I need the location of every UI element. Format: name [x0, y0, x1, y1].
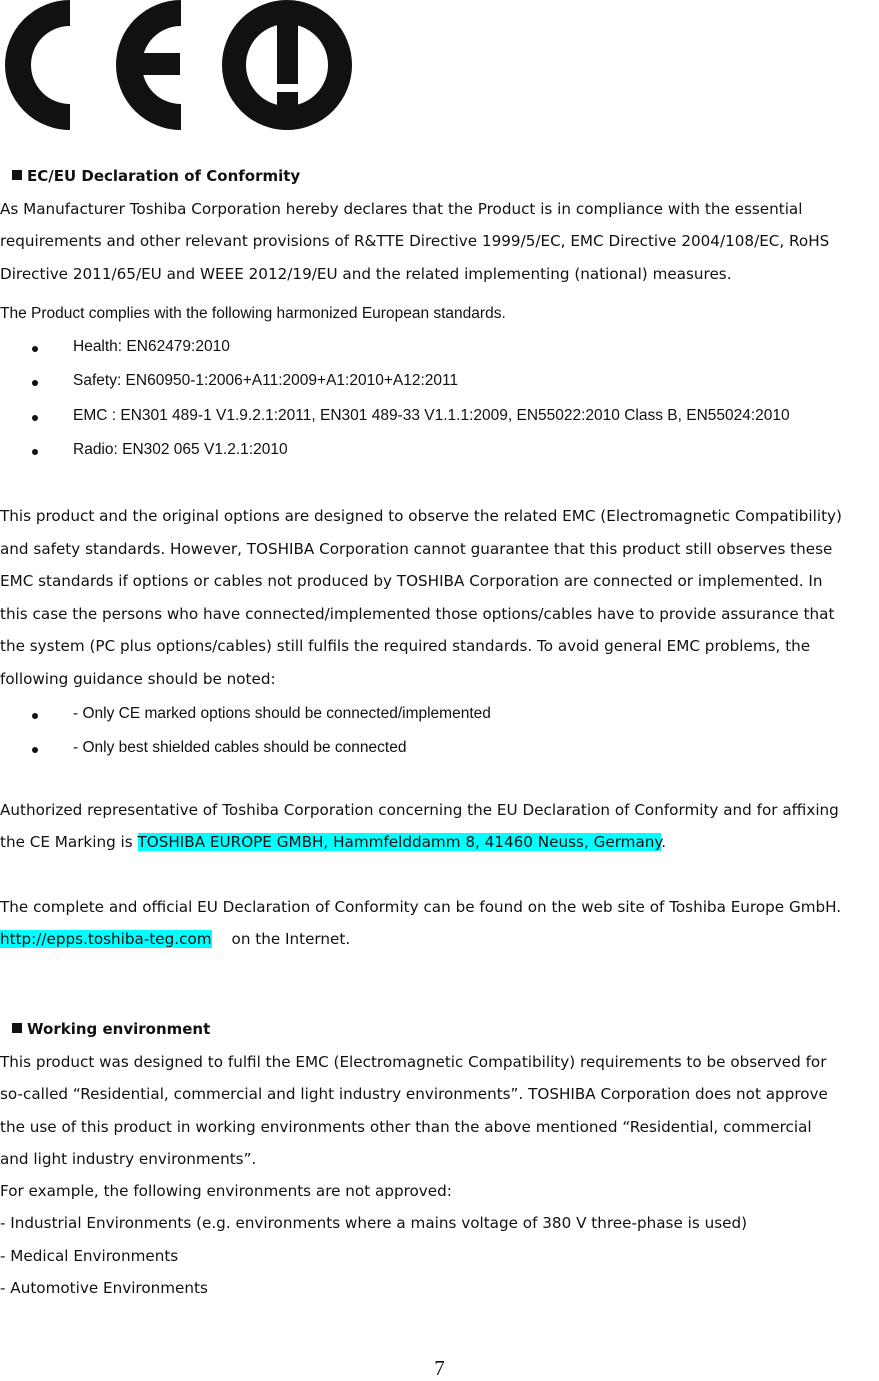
- representative-paragraph: [0, 794, 839, 859]
- text-line: the system (PC plus options/cables) still fulfils the required standards. To avoid general EMC problems, the: [0, 637, 811, 655]
- text-line: As Manufacturer Toshiba Corporation hereby declares that the Product is in compliance with the essential: [0, 200, 803, 218]
- text-segment: the CE Marking is: [0, 833, 138, 852]
- text-line: For example, the following environments are not approved:: [0, 1182, 452, 1201]
- text-line: EMC standards if options or cables not produced by TOSHIBA Corporation are connected or implemented. In: [0, 572, 823, 590]
- text-line: The complete and official EU Declaration of Conformity can be found on the web site of Toshiba Europe GmbH.: [0, 898, 842, 916]
- text-line: Authorized representative of Toshiba Corporation concerning the EU Declaration of Conformity and for affixing: [0, 801, 839, 819]
- working-heading: Working environment: [12, 1020, 210, 1038]
- text-line: so-called “Residential, commercial and light industry environments”. TOSHIBA Corporation does not approve: [0, 1085, 828, 1104]
- text-line: following guidance should be noted:: [0, 669, 276, 688]
- text-line: Directive 2011/65/EU and WEEE 2012/19/EU and the related implementing (national) measures.: [0, 264, 732, 283]
- text-line: - Medical Environments: [0, 1246, 179, 1265]
- text-line: and safety standards. However, TOSHIBA Corporation cannot guarantee that this product still observes these: [0, 539, 833, 558]
- text-line: and light industry environments”.: [0, 1149, 257, 1168]
- text-line: this case the persons who have connected/implemented those options/cables have to provide assurance that: [0, 604, 835, 623]
- ce-marking-with-alert-icon: [0, 0, 360, 132]
- emc-paragraph: [0, 500, 842, 695]
- bullet-icon: [32, 747, 38, 753]
- official-paragraph: [0, 891, 841, 956]
- text-line: [0, 923, 841, 955]
- square-bullet-icon: [12, 1023, 22, 1033]
- text-line: This product and the original options are designed to observe the related EMC (Electromagnetic Compatibility): [0, 507, 842, 525]
- text-line: - Automotive Environments: [0, 1279, 208, 1298]
- bullet-icon: [32, 346, 38, 352]
- bullet-icon: [32, 449, 38, 455]
- page-number: 7: [434, 1356, 445, 1380]
- toshiba-link[interactable]: http://epps.toshiba-teg.com: [0, 930, 212, 949]
- standards-intro: The Product complies with the following harmonized European standards.: [0, 305, 506, 322]
- text-line: requirements and other relevant provisions of R&TTE Directive 1999/5/EC, EMC Directive 2004/108/EC, RoHS: [0, 232, 830, 251]
- text-segment: .: [661, 833, 667, 852]
- declaration-intro: [0, 193, 829, 290]
- working-paragraph: [0, 1046, 828, 1304]
- text-line: This product was designed to fulfil the EMC (Electromagnetic Compatibility) requirements to be observed for: [0, 1053, 827, 1071]
- bullet-icon: [32, 380, 38, 386]
- square-bullet-icon: [12, 170, 22, 180]
- text-line: [0, 826, 839, 858]
- text-line: the use of this product in working environments other than the above mentioned “Residential, commercial: [0, 1117, 812, 1136]
- representative-address: TOSHIBA EUROPE GMBH, Hammfelddamm 8, 41460 Neuss, Germany: [137, 833, 662, 852]
- alert-circle-icon: [234, 12, 340, 118]
- declaration-heading: EC/EU Declaration of Conformity: [12, 167, 300, 185]
- text-line: - Industrial Environments (e.g. environments where a mains voltage of 380 V three-phase is used): [0, 1214, 748, 1233]
- ce-letter-c-icon: [18, 13, 70, 117]
- text-segment: on the Internet.: [231, 930, 351, 949]
- bullet-icon: [32, 415, 38, 421]
- bullet-icon: [32, 713, 38, 719]
